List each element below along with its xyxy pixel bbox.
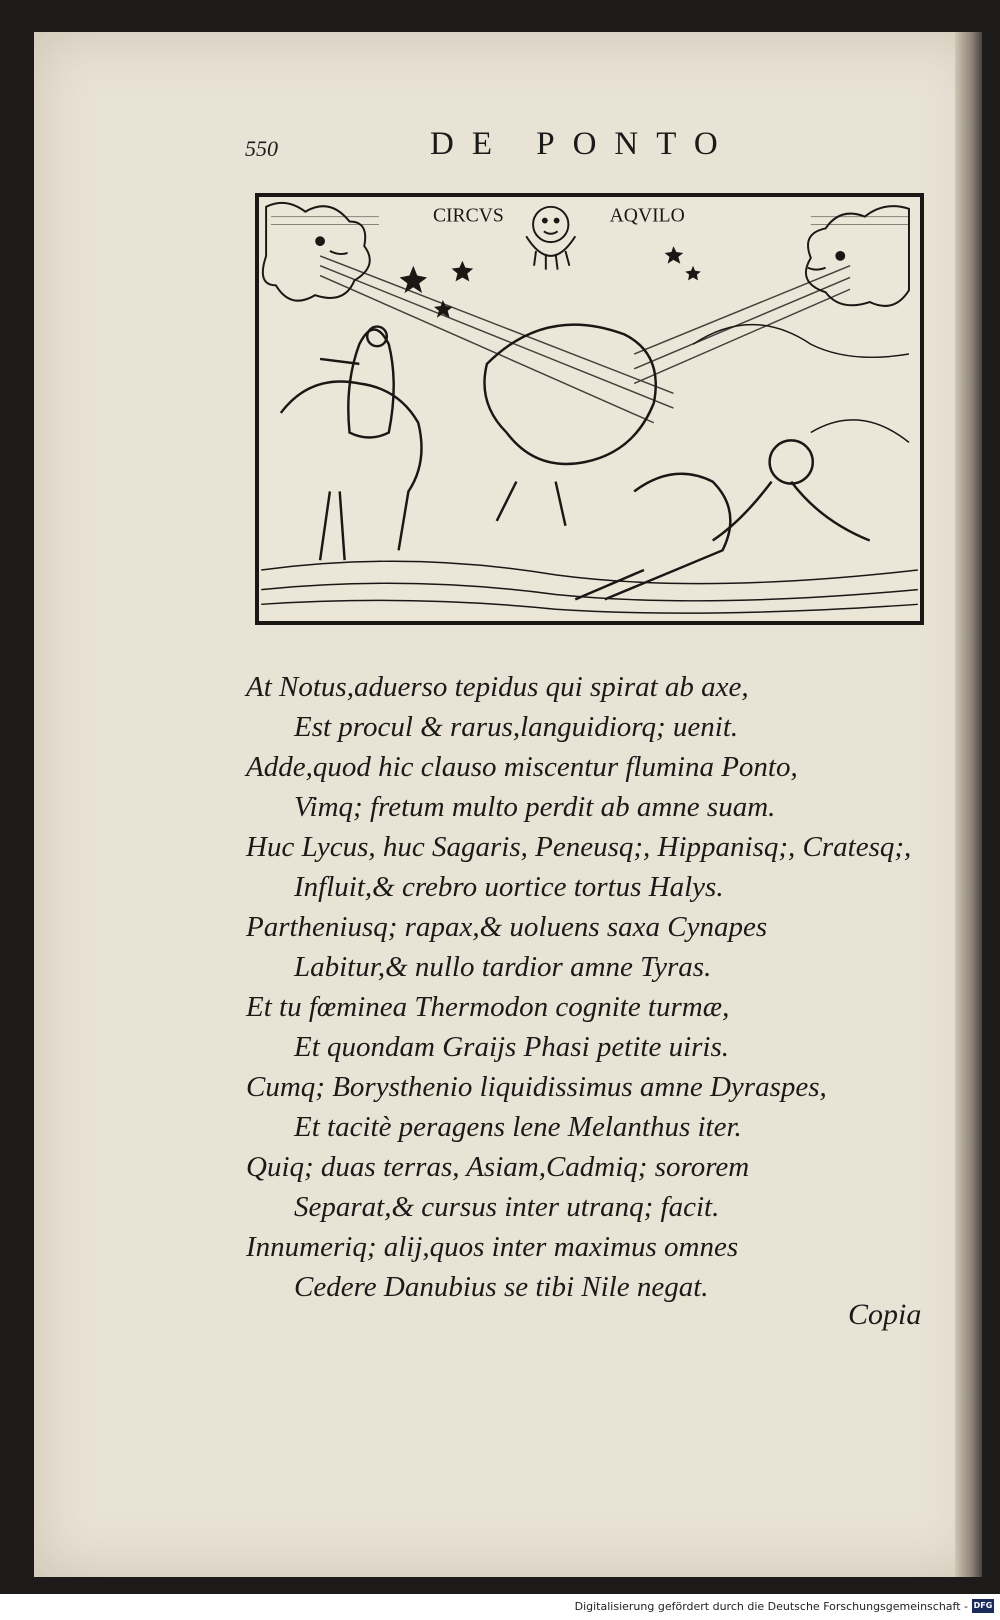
verse-line: At Notus,aduerso tepidus qui spirat ab axe, xyxy=(246,671,749,703)
verse-line: Influit,& crebro uortice tortus Halys. xyxy=(294,871,724,903)
page-number: 550 xyxy=(245,136,278,161)
verse-line: Adde,quod hic clauso miscentur flumina Ponto, xyxy=(246,751,798,783)
verse-line: Est procul & rarus,languidiorq; uenit. xyxy=(294,711,739,743)
dfg-logo: DFG xyxy=(972,1599,994,1613)
verse-line: Et tu fœminea Thermodon cognite turmæ, xyxy=(246,991,730,1023)
verse-line: Partheniusq; rapax,& uoluens saxa Cynapes xyxy=(246,911,768,943)
verse-line: Huc Lycus, huc Sagaris, Peneusq;, Hippanisq;, Cratesq;, xyxy=(246,831,912,863)
right-wind-head xyxy=(806,206,909,306)
verse-line: Et tacitè peragens lene Melanthus iter. xyxy=(294,1111,742,1143)
left-wind-head xyxy=(263,203,370,301)
rider-on-horse xyxy=(281,327,422,561)
verse-line: Cedere Danubius se tibi Nile negat. xyxy=(294,1271,709,1303)
woodcut-label-aquilo: AQVILO xyxy=(609,205,685,227)
verse-line: Et quondam Graijs Phasi petite uiris. xyxy=(294,1031,729,1063)
verse-line: Labitur,& nullo tardior amne Tyras. xyxy=(294,951,712,983)
sun-face xyxy=(526,207,575,270)
woodcut-label-circus: CIRCVS xyxy=(432,205,504,227)
verse-line: Quiq; duas terras, Asiam,Cadmiq; sororem xyxy=(246,1151,750,1183)
woodcut-illustration xyxy=(255,193,924,625)
verse-line: Separat,& cursus inter utranq; facit. xyxy=(294,1191,720,1223)
running-title: DE PONTO xyxy=(430,126,736,162)
struggling-figures xyxy=(484,325,869,600)
verse-block xyxy=(246,667,946,1307)
page-gutter xyxy=(955,32,982,1577)
catchword: Copia xyxy=(848,1298,922,1331)
verse-line: Cumq; Borysthenio liquidissimus amne Dyraspes, xyxy=(246,1071,827,1103)
verse-line: Innumeriq; alij,quos inter maximus omnes xyxy=(246,1231,739,1263)
funding-notice: Digitalisierung gefördert durch die Deutsche Forschungsgemeinschaft - xyxy=(574,1600,968,1613)
verse-line: Vimq; fretum multo perdit ab amne suam. xyxy=(294,791,776,823)
